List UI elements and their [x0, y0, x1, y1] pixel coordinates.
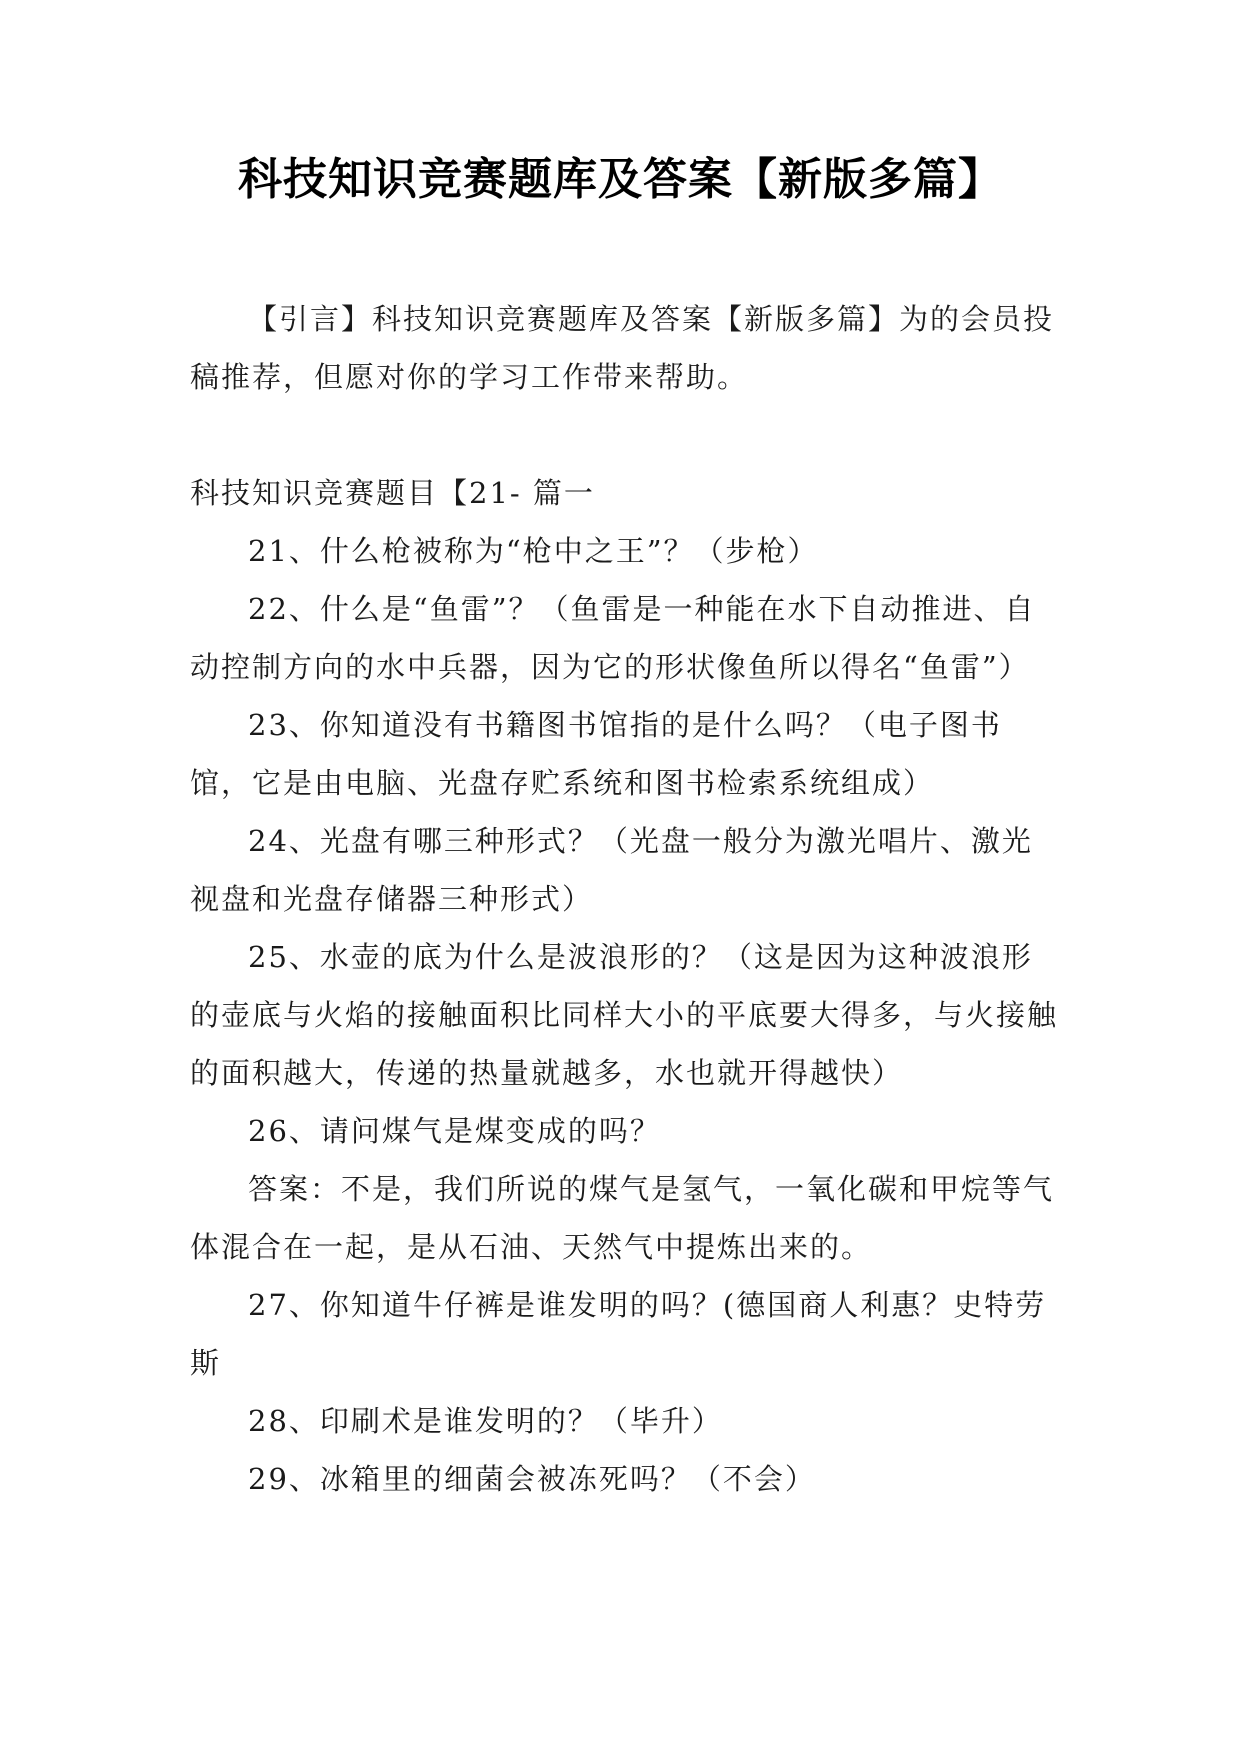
question-23: 23、你知道没有书籍图书馆指的是什么吗？（电子图书馆，它是由电脑、光盘存贮系统和图书检索系统组成）	[190, 708, 1002, 800]
question-22: 22、什么是“鱼雷”？（鱼雷是一种能在水下自动推进、自动控制方向的水中兵器，因为它的形状像鱼所以得名“鱼雷”）	[190, 592, 1036, 684]
question-21: 21、什么枪被称为“枪中之王”？（步枪）	[248, 534, 819, 568]
question-26: 26、请问煤气是煤变成的吗？	[248, 1114, 661, 1148]
section-heading: 科技知识竞赛题目【21- 篇一	[190, 476, 595, 510]
answer-26: 答案：不是，我们所说的煤气是氢气，一氧化碳和甲烷等气体混合在一起，是从石油、天然气中提炼出来的。	[190, 1172, 1055, 1264]
question-24: 24、光盘有哪三种形式？（光盘一般分为激光唱片、激光视盘和光盘存储器三种形式）	[190, 824, 1033, 916]
intro-paragraph: 【引言】科技知识竞赛题库及答案【新版多篇】为的会员投稿推荐，但愿对你的学习工作带来帮助。	[190, 302, 1055, 394]
question-25: 25、水壶的底为什么是波浪形的？（这是因为这种波浪形的壶底与火焰的接触面积比同样大小的平底要大得多，与火接触的面积越大，传递的热量就越多，水也就开得越快）	[190, 940, 1059, 1090]
question-27: 27、你知道牛仔裤是谁发明的吗？(德国商人利惠？史特劳斯	[190, 1288, 1047, 1380]
question-28: 28、印刷术是谁发明的？（毕升）	[248, 1404, 723, 1438]
document-body	[190, 290, 1060, 1508]
question-29: 29、冰箱里的细菌会被冻死吗？（不会）	[248, 1462, 816, 1496]
document-title: 科技知识竞赛题库及答案【新版多篇】	[238, 154, 1003, 205]
